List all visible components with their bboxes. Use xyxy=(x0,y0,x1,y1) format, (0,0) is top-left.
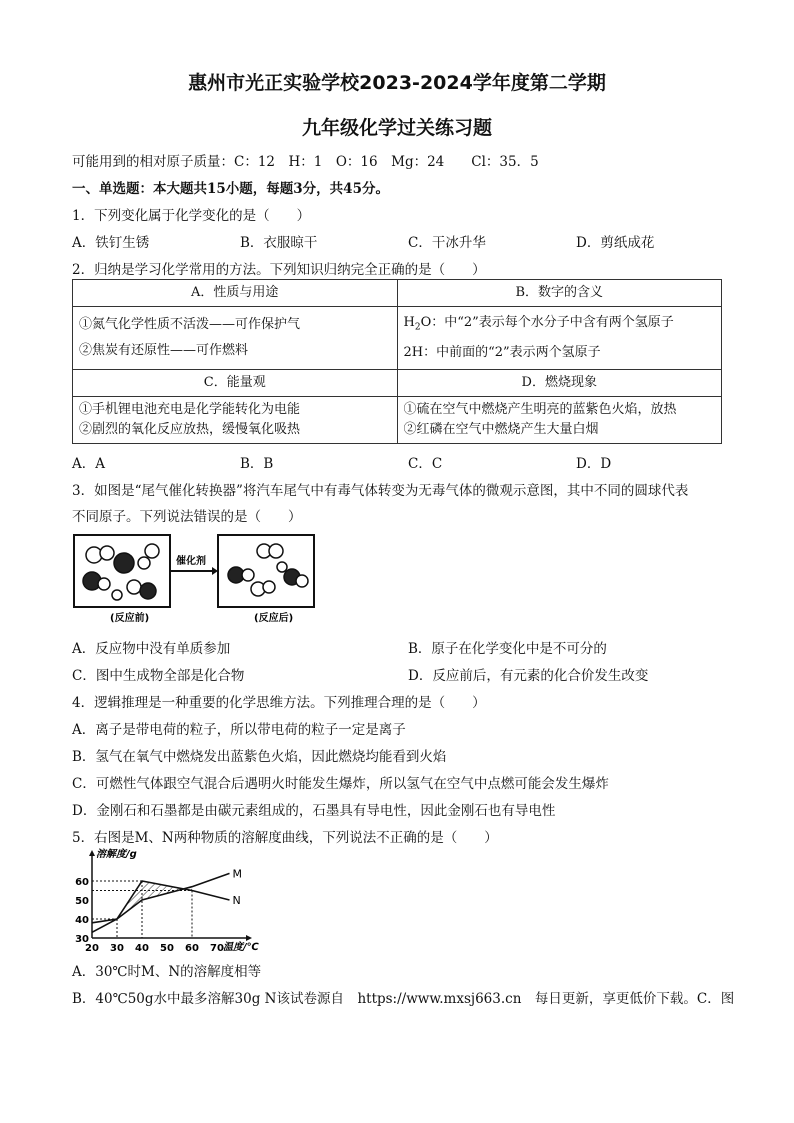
table-a-item-2: ②焦炭有还原性——可作燃料 xyxy=(79,343,249,358)
q5-option-a: A．30℃时M、N的溶解度相等 xyxy=(72,964,262,980)
q3-option-d: D．反应前后，有元素的化合价发生改变 xyxy=(408,668,649,684)
y-tick-label: 40 xyxy=(75,915,89,926)
x-tick-label: 40 xyxy=(135,943,149,954)
q4-option-b: B．氢气在氧气中燃烧发出蓝紫色火焰，因此燃烧均能看到火焰 xyxy=(72,749,447,765)
shaded-region xyxy=(117,881,192,919)
table-a-item-1: ①氮气化学性质不活泼——可作保护气 xyxy=(79,317,301,332)
q2-option-b: B．B xyxy=(240,456,274,472)
x-axis-label: 温度/℃ xyxy=(223,942,259,953)
catalytic-converter-figure xyxy=(72,531,342,629)
table-head-b: B．数字的含义 xyxy=(397,280,722,307)
table-d-item-1: ①硫在空气中燃烧产生明亮的蓝紫色火焰，放热 xyxy=(403,402,677,417)
x-axis-arrow-icon xyxy=(246,935,252,941)
question-2-stem: 2．归纳是学习化学常用的方法。下列知识归纳完全正确的是（ ） xyxy=(72,262,486,278)
y-axis-arrow-icon xyxy=(89,850,95,856)
question-3-stem-line1: 3．如图是“尾气催化转换器”将汽车尾气中有毒气体转变为无毒气体的微观示意图，其中不同的圆球代表 xyxy=(72,483,689,499)
q5-option-b: B．40℃50g水中最多溶解30g N该试卷源自 https://www.mxsj663.cn 每日更新，享更低价下载。C．图 xyxy=(72,991,735,1007)
table-b-item-2: 2H：中前面的“2”表示两个氢原子 xyxy=(403,345,601,361)
question-3-stem-line2: 不同原子。下列说法错误的是（ ） xyxy=(72,509,302,525)
knowledge-table xyxy=(72,279,722,444)
y-tick-label: 30 xyxy=(75,934,89,945)
page-subtitle: 九年级化学过关练习题 xyxy=(301,117,492,139)
q3-option-a: A．反应物中没有单质参加 xyxy=(72,641,231,657)
x-tick-label: 30 xyxy=(110,943,124,954)
x-tick-label: 60 xyxy=(185,943,199,954)
x-tick-label: 20 xyxy=(85,943,99,954)
question-4-stem: 4．逻辑推理是一种重要的化学思维方法。下列推理合理的是（ ） xyxy=(72,695,486,711)
q4-option-d: D．金刚石和石墨都是由碳元素组成的，石墨具有导电性，因此金刚石也有导电性 xyxy=(72,803,556,819)
q1-option-b: B．衣服晾干 xyxy=(240,235,318,251)
q2-option-c: C．C xyxy=(408,456,443,472)
q4-option-c: C．可燃性气体跟空气混合后遇明火时能发生爆炸，所以氢气在空气中点燃可能会发生爆炸 xyxy=(72,776,609,792)
q1-option-c: C．干冰升华 xyxy=(408,235,486,251)
before-label: (反应前) xyxy=(110,613,150,624)
catalyst-label: 催化剂 xyxy=(176,556,206,567)
table-c-item-2: ②剧烈的氧化反应放热，缓慢氧化吸热 xyxy=(79,422,301,437)
x-tick-label: 70 xyxy=(210,943,224,954)
curve-M xyxy=(92,873,230,932)
solubility-chart xyxy=(70,848,260,954)
series-label-N: N xyxy=(232,894,241,907)
q1-option-a: A．铁钉生锈 xyxy=(72,235,150,251)
q2-option-d: D．D xyxy=(576,456,612,472)
table-cell-c xyxy=(73,397,398,444)
table-head-c: C．能量观 xyxy=(73,370,398,397)
section-heading: 一、单选题：本大题共15小题，每题3分，共45分。 xyxy=(72,181,389,197)
table-d-item-2: ②红磷在空气中燃烧产生大量白烟 xyxy=(403,422,599,437)
q3-option-c: C．图中生成物全部是化合物 xyxy=(72,668,245,684)
q3-option-b: B．原子在化学变化中是不可分的 xyxy=(408,641,607,657)
question-5-stem: 5．右图是M、N两种物质的溶解度曲线，下列说法不正确的是（ ） xyxy=(72,830,498,846)
table-c-item-1: ①手机锂电池充电是化学能转化为电能 xyxy=(79,402,301,417)
page-title: 惠州市光正实验学校2023-2024学年度第二学期 xyxy=(188,72,606,94)
before-molecules xyxy=(83,544,159,600)
q1-option-d: D．剪纸成花 xyxy=(576,235,655,251)
table-cell-d xyxy=(397,397,722,444)
y-tick-label: 60 xyxy=(75,877,89,888)
table-cell-b xyxy=(397,307,722,370)
q4-option-a: A．离子是带电荷的粒子，所以带电荷的粒子一定是离子 xyxy=(72,722,406,738)
after-label: (反应后) xyxy=(254,613,294,624)
table-head-a: A．性质与用途 xyxy=(73,280,398,307)
y-axis-label: 溶解度/g xyxy=(96,849,137,860)
after-molecules xyxy=(228,544,308,596)
table-head-d: D．燃烧现象 xyxy=(397,370,722,397)
table-b-item-1: $H_2O$：中“2”表示每个水分子中含有两个氢原子 xyxy=(403,314,674,333)
x-tick-label: 50 xyxy=(160,943,174,954)
atomic-mass-line: 可能用到的相对原子质量：C：12 H：1 O：16 Mg：24 Cl：35．5 xyxy=(72,154,539,170)
q2-option-a: A．A xyxy=(72,456,105,472)
table-cell-a xyxy=(73,307,398,370)
series-label-M: M xyxy=(232,867,242,881)
question-1-stem: 1．下列变化属于化学变化的是（ ） xyxy=(72,208,311,224)
y-tick-label: 50 xyxy=(75,896,89,907)
